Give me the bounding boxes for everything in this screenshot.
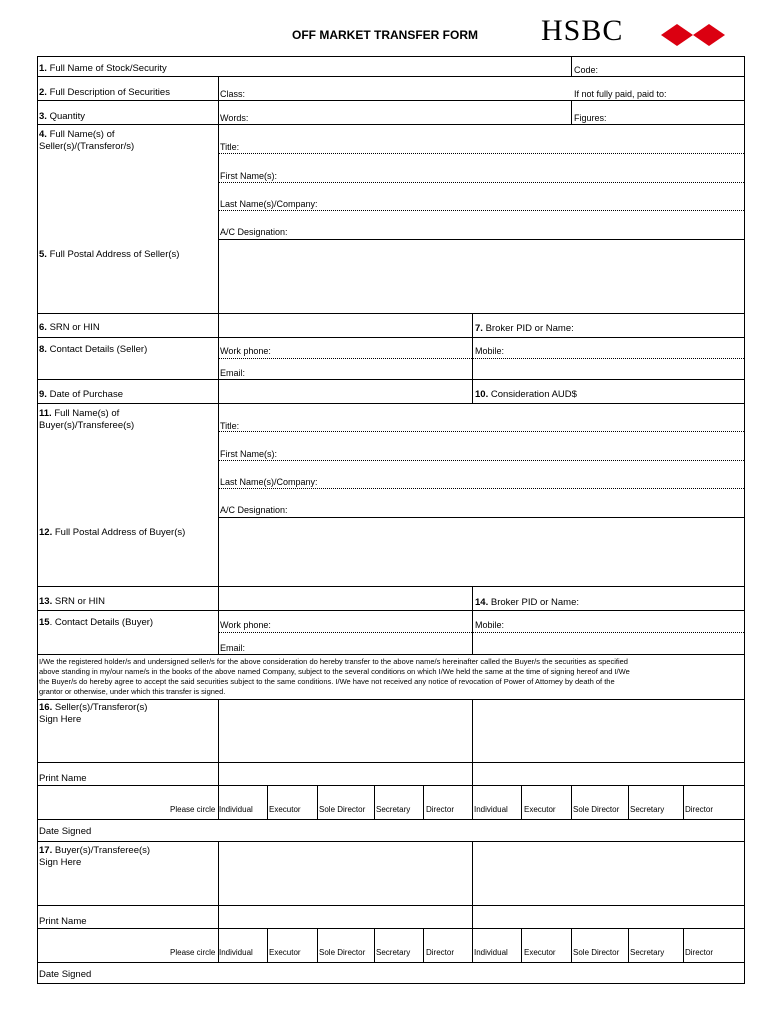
buyer-title-field[interactable]: Title: xyxy=(220,421,240,431)
seller-role-individual-2[interactable]: Individual xyxy=(474,805,508,814)
field-16-label: 16. Seller(s)/Transferor(s) xyxy=(39,702,148,713)
seller-mobile-field[interactable]: Mobile: xyxy=(475,346,505,356)
seller-first-names-field[interactable]: First Name(s): xyxy=(220,171,277,181)
hsbc-hexagon-logo-icon xyxy=(661,24,725,46)
field-12-label: 12. Full Postal Address of Buyer(s) xyxy=(39,527,186,538)
field-15-label: 15. Contact Details (Buyer) xyxy=(39,617,154,628)
field-9-label: 9. Date of Purchase xyxy=(39,389,123,400)
seller-role-executor-1[interactable]: Executor xyxy=(269,805,301,814)
field-3-label: 3. Quantity xyxy=(39,111,85,122)
seller-role-director-1[interactable]: Director xyxy=(426,805,455,814)
form-title: OFF MARKET TRANSFER FORM xyxy=(292,28,478,42)
field-7-label: 7. Broker PID or Name: xyxy=(475,323,574,334)
seller-role-secretary-2[interactable]: Secretary xyxy=(630,805,665,814)
quantity-figures-field[interactable]: Figures: xyxy=(574,113,607,123)
buyer-last-names-field[interactable]: Last Name(s)/Company: xyxy=(220,477,318,487)
buyer-role-executor-1[interactable]: Executor xyxy=(269,948,301,957)
field-6-label: 6. SRN or HIN xyxy=(39,322,100,333)
seller-sign-here-label: Sign Here xyxy=(39,714,82,725)
buyer-role-director-1[interactable]: Director xyxy=(426,948,455,957)
hsbc-logo-text: HSBC xyxy=(541,14,624,47)
buyer-role-sole-director-2[interactable]: Sole Director xyxy=(573,948,620,957)
seller-role-director-2[interactable]: Director xyxy=(685,805,714,814)
field-13-label: 13. SRN or HIN xyxy=(39,596,106,607)
buyer-first-names-field[interactable]: First Name(s): xyxy=(220,449,277,459)
buyer-role-sole-director-1[interactable]: Sole Director xyxy=(319,948,366,957)
seller-title-field[interactable]: Title: xyxy=(220,142,240,152)
buyer-work-phone-field[interactable]: Work phone: xyxy=(220,620,271,630)
buyer-ac-designation-field[interactable]: A/C Designation: xyxy=(220,505,288,515)
seller-last-names-field[interactable]: Last Name(s)/Company: xyxy=(220,199,318,209)
seller-role-executor-2[interactable]: Executor xyxy=(524,805,556,814)
field-2-label: 2. Full Description of Securities xyxy=(39,87,170,98)
seller-email-field[interactable]: Email: xyxy=(220,368,246,378)
field-4-label: 4. Full Name(s) of Seller(s)/(Transferor/s) xyxy=(39,129,135,152)
declaration-text: I/We the registered holder/s and undersigned seller/s for the above consideration do hereby transfer to the above name/s hereinafter called the Buyer/s the securities as specified above standing in my/our name/s in the books of the above named Company, subject to the several conditions on which I/We held the same at the time of signing hereof and I/We the Buyer/s do hereby agree to accept the said securities subject to the same conditions. I/We have not received any notice of revocation of Power of Attorney by death of the grantor or otherwise, under which this transfer is signed. xyxy=(39,657,630,696)
paid-to-field[interactable]: If not fully paid, paid to: xyxy=(574,89,667,99)
field-8-label: 8. Contact Details (Seller) xyxy=(39,344,148,355)
transfer-form xyxy=(37,56,745,984)
buyer-sign-here-label: Sign Here xyxy=(39,857,82,868)
field-14-label: 14. Broker PID or Name: xyxy=(475,597,580,608)
field-10-label: 10. Consideration AUD$ xyxy=(475,389,577,400)
buyer-role-individual-1[interactable]: Individual xyxy=(219,948,253,957)
buyer-role-secretary-1[interactable]: Secretary xyxy=(376,948,411,957)
seller-date-signed-label: Date Signed xyxy=(39,826,92,837)
seller-ac-designation-field[interactable]: A/C Designation: xyxy=(220,227,288,237)
code-field[interactable]: Code: xyxy=(574,65,599,75)
field-1-label: 1. Full Name of Stock/Security xyxy=(39,63,167,74)
buyer-role-director-2[interactable]: Director xyxy=(685,948,714,957)
seller-work-phone-field[interactable]: Work phone: xyxy=(220,346,271,356)
seller-role-individual-1[interactable]: Individual xyxy=(219,805,253,814)
quantity-words-field[interactable]: Words: xyxy=(220,113,249,123)
buyer-role-secretary-2[interactable]: Secretary xyxy=(630,948,665,957)
seller-print-name-label: Print Name xyxy=(39,773,87,784)
buyer-role-individual-2[interactable]: Individual xyxy=(474,948,508,957)
buyer-email-field[interactable]: Email: xyxy=(220,643,246,653)
seller-please-circle-label: Please circle xyxy=(170,805,216,814)
field-5-label: 5. Full Postal Address of Seller(s) xyxy=(39,249,180,260)
buyer-please-circle-label: Please circle xyxy=(170,948,216,957)
seller-role-secretary-1[interactable]: Secretary xyxy=(376,805,411,814)
buyer-mobile-field[interactable]: Mobile: xyxy=(475,620,505,630)
seller-role-sole-director-2[interactable]: Sole Director xyxy=(573,805,620,814)
field-11-label: 11. Full Name(s) of Buyer(s)/Transferee(s) xyxy=(39,408,135,431)
buyer-print-name-label: Print Name xyxy=(39,916,87,927)
buyer-date-signed-label: Date Signed xyxy=(39,969,92,980)
field-17-label: 17. Buyer(s)/Transferee(s) xyxy=(39,845,151,856)
seller-role-sole-director-1[interactable]: Sole Director xyxy=(319,805,366,814)
class-field[interactable]: Class: xyxy=(220,89,246,99)
buyer-role-executor-2[interactable]: Executor xyxy=(524,948,556,957)
